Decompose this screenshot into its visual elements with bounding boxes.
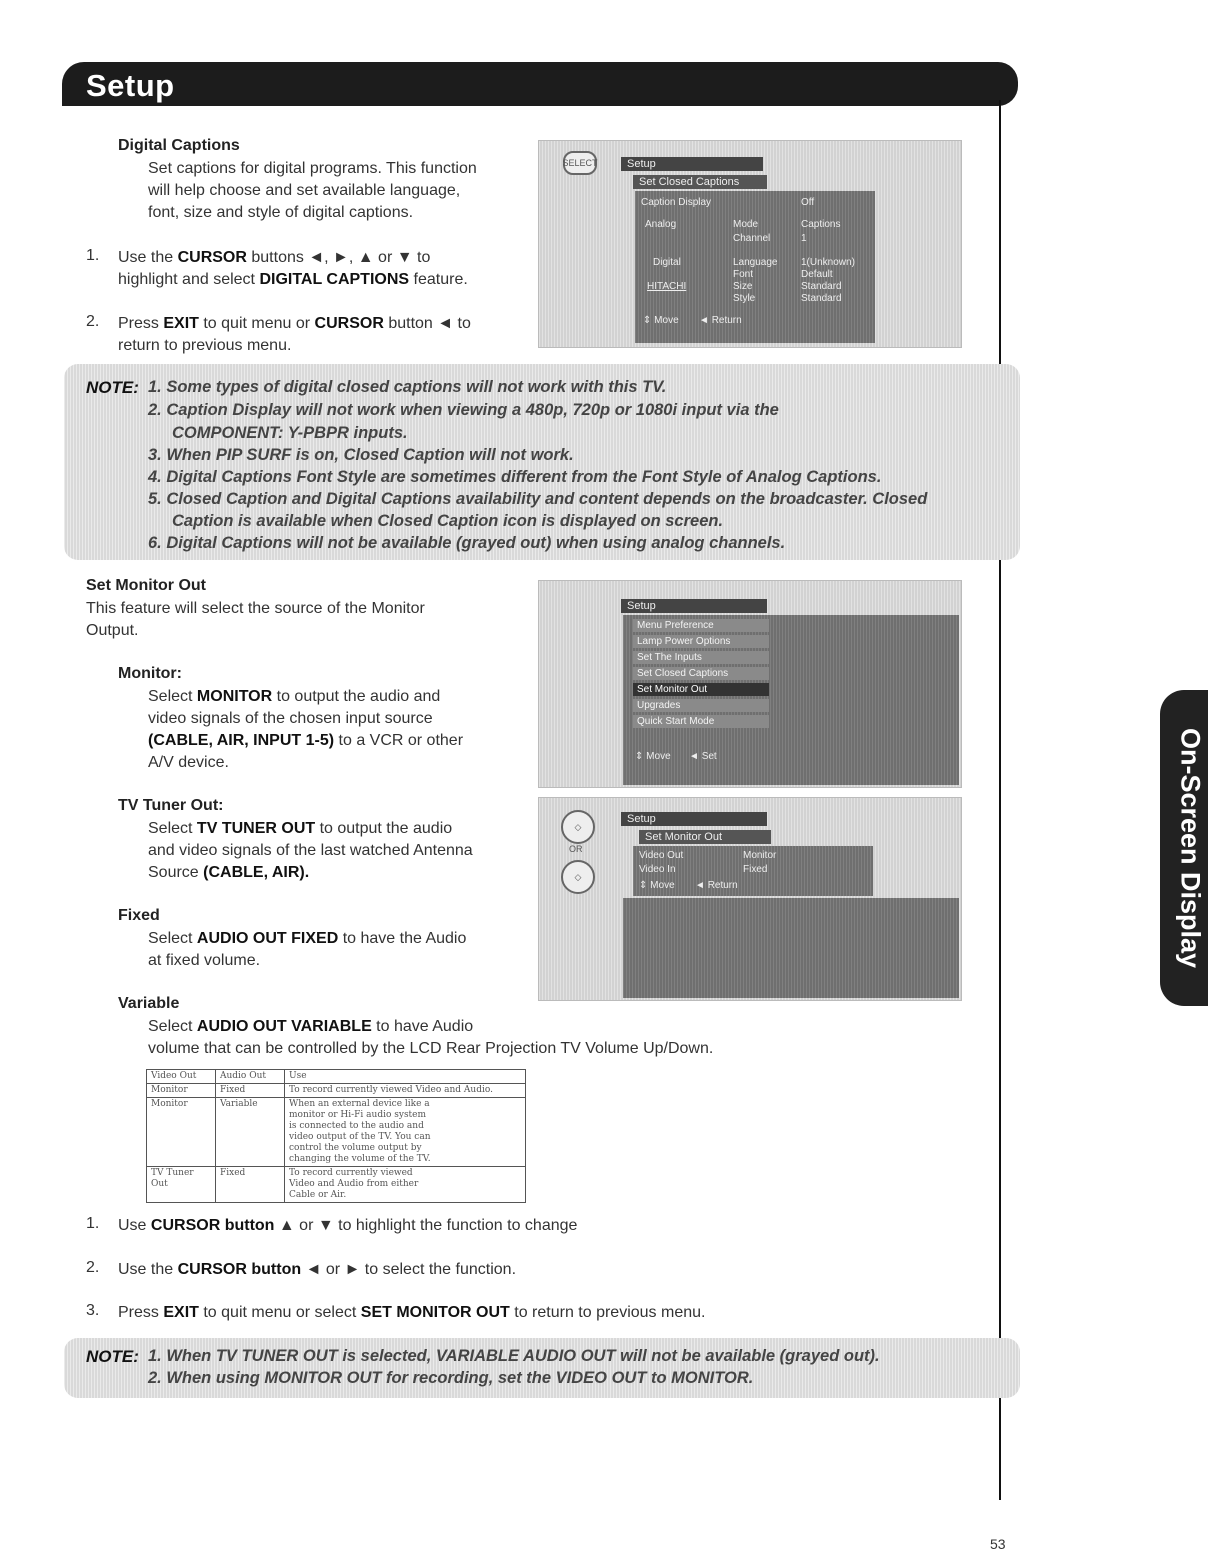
note-2-line: 1. When TV TUNER OUT is selected, VARIABLE AUDIO OUT will not be available (grayed out). xyxy=(148,1347,880,1365)
menu-list xyxy=(633,619,769,731)
menu-title: Setup xyxy=(621,599,767,613)
mo-step-2-num: 2. xyxy=(86,1259,100,1276)
dc-step-1-num: 1. xyxy=(86,247,100,264)
mo-step-1-num: 1. xyxy=(86,1215,100,1232)
mo-step-2: Use the CURSOR button ◄ or ► to select the function. xyxy=(118,1261,517,1278)
note-1-line: 3. When PIP SURF is on, Closed Caption will not work. xyxy=(148,446,574,464)
note-1-line: 1. Some types of digital closed captions will not work with this TV. xyxy=(148,378,667,396)
cursor-pad-icon: ◇ xyxy=(561,810,595,844)
table-header-row: Video Out Audio Out Use xyxy=(147,1070,526,1084)
sub-footer-move: ⇕ Move xyxy=(639,880,675,891)
digital-captions-screenshot xyxy=(538,140,962,348)
monitor-out-heading: Set Monitor Out xyxy=(86,577,206,594)
mo-step-1: Use CURSOR button ▲ or ▼ to highlight the function to change xyxy=(118,1217,578,1234)
note-1-line: Caption is available when Closed Caption icon is displayed on screen. xyxy=(172,512,724,530)
menu-item[interactable]: Set Closed Captions xyxy=(633,667,769,680)
menu-item-selected[interactable]: Set Monitor Out xyxy=(633,683,769,696)
footer-move: ⇕ Move xyxy=(643,315,679,326)
caption-settings-panel: Caption Display Off Analog Mode Captions Channel 1 Digital Language 1(Unknown) Font Default HITACHI Size Standard Style Standard ⇕ Move ◄ Return xyxy=(635,191,875,343)
table-row: Monitor Variable When an external device like a monitor or Hi-Fi audio system is connected to the audio and video output of the TV. You can control the volume output by changing the volume of the TV. xyxy=(147,1098,526,1167)
menu-footer-set: ◄ Set xyxy=(689,751,717,762)
menu-item[interactable]: Quick Start Mode xyxy=(633,715,769,728)
note-2-label: NOTE: xyxy=(86,1347,139,1366)
menu-item[interactable]: Set The Inputs xyxy=(633,651,769,664)
mo-step-3: Press EXIT to quit menu or select SET MONITOR OUT to return to previous menu. xyxy=(118,1304,706,1321)
variable-heading: Variable xyxy=(118,995,180,1012)
mo-step-3-num: 3. xyxy=(86,1302,100,1319)
note-1-line: 6. Digital Captions will not be available (grayed out) when using analog channels. xyxy=(148,534,786,552)
or-label: OR xyxy=(569,844,583,854)
table-row: TV Tuner Out Fixed To record currently viewed Video and Audio from either Cable or Air. xyxy=(147,1167,526,1203)
note-2-line: 2. When using MONITOR OUT for recording, set the VIDEO OUT to MONITOR. xyxy=(148,1369,754,1387)
tuner-heading: TV Tuner Out: xyxy=(118,797,224,814)
note-1-line: COMPONENT: Y-PBPR inputs. xyxy=(172,424,408,442)
fixed-desc: Select AUDIO OUT FIXED to have the Audio at fixed volume. xyxy=(148,930,467,969)
monitor-out-panel: Video Out Monitor Video In Fixed ⇕ Move ◄ Return xyxy=(633,846,873,896)
monitor-out-desc: This feature will select the source of the Monitor Output. xyxy=(86,600,425,639)
digital-captions-heading: Digital Captions xyxy=(118,137,240,154)
note-1-line: 4. Digital Captions Font Style are sometimes different from the Font Style of Analog Captions. xyxy=(148,468,882,486)
menu-item[interactable]: Upgrades xyxy=(633,699,769,712)
sub-screen-title: Setup xyxy=(621,812,767,826)
monitor-out-screenshot xyxy=(538,797,962,1001)
dc-step-2: Press EXIT to quit menu or CURSOR button ◄ to return to previous menu. xyxy=(118,315,471,354)
menu-item[interactable]: Menu Preference xyxy=(633,619,769,632)
variable-desc: Select AUDIO OUT VARIABLE to have Audio volume that can be controlled by the LCD Rear Projection TV Volume Up/Down. xyxy=(148,1018,714,1057)
note-1-label: NOTE: xyxy=(86,378,139,397)
monitor-heading: Monitor: xyxy=(118,665,182,682)
fixed-heading: Fixed xyxy=(118,907,160,924)
tv-screen-area xyxy=(623,898,959,998)
screen-title: Setup xyxy=(621,157,763,171)
menu-panel xyxy=(623,615,959,785)
page-title: Setup xyxy=(86,68,175,103)
sub-footer-return: ◄ Return xyxy=(695,880,738,891)
dc-step-2-num: 2. xyxy=(86,313,100,330)
side-tab-label: On-Screen Display xyxy=(1175,727,1206,969)
note-1-line: 5. Closed Caption and Digital Captions availability and content depends on the broadcaster. Closed xyxy=(148,490,928,508)
tuner-desc: Select TV TUNER OUT to output the audio and video signals of the last watched Antenna Source (CABLE, AIR). xyxy=(148,820,473,881)
monitor-out-table xyxy=(146,1069,526,1203)
table-row: Monitor Fixed To record currently viewed Video and Audio. xyxy=(147,1084,526,1098)
right-rule xyxy=(999,100,1001,1500)
page-number: 53 xyxy=(990,1536,1006,1552)
digital-captions-desc: Set captions for digital programs. This function will help choose and set available language, font, size and style of digital captions. xyxy=(148,160,477,221)
menu-item[interactable]: Lamp Power Options xyxy=(633,635,769,648)
note-1-line: 2. Caption Display will not work when viewing a 480p, 720p or 1080i input via the xyxy=(148,401,779,419)
monitor-desc: Select MONITOR to output the audio and video signals of the chosen input source (CABLE, AIR, INPUT 1-5) to a VCR or other A/V device. xyxy=(148,688,464,771)
sub-screen-subtitle: Set Monitor Out xyxy=(639,830,771,844)
footer-return: ◄ Return xyxy=(699,315,742,326)
header-bar xyxy=(62,62,1018,106)
setup-menu-screenshot xyxy=(538,580,962,788)
menu-footer-move: ⇕ Move xyxy=(635,751,671,762)
dc-step-1: Use the CURSOR buttons ◄, ►, ▲ or ▼ to highlight and select DIGITAL CAPTIONS feature. xyxy=(118,249,468,288)
select-button-icon: SELECT xyxy=(563,151,597,175)
screen-subtitle: Set Closed Captions xyxy=(633,175,767,189)
cursor-pad-icon-right: ◇ xyxy=(561,860,595,894)
